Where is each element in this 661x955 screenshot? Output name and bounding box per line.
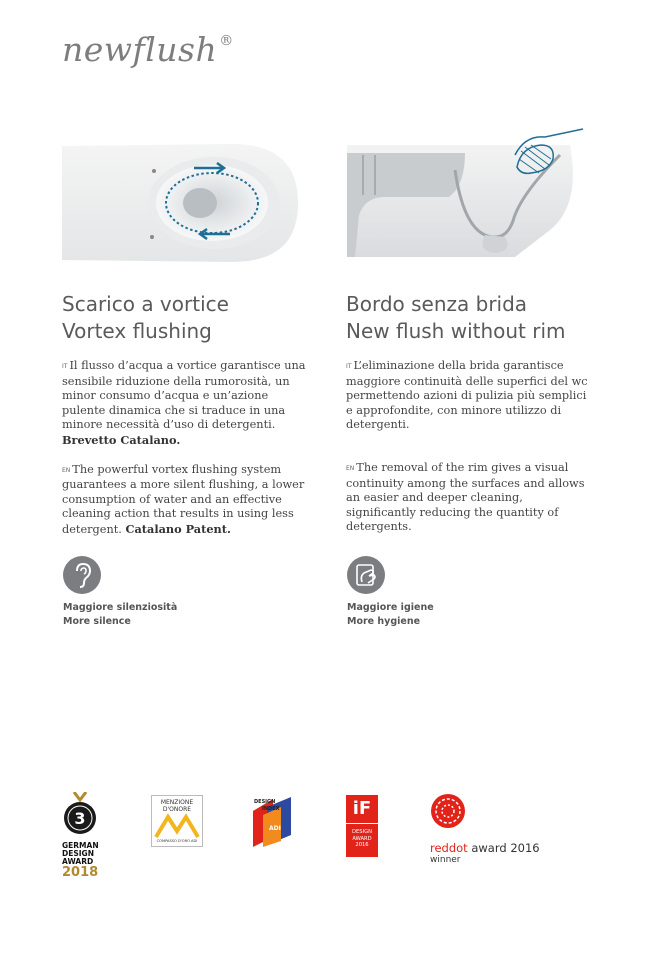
left-heading-en: Vortex flushing — [62, 319, 212, 343]
german-design-award — [62, 792, 102, 880]
left-paragraph-it — [62, 359, 310, 449]
right-column — [346, 291, 606, 535]
adi-index-top: DESIGN — [254, 799, 276, 805]
hand-wiping-icon — [347, 556, 385, 594]
reddot-award — [430, 793, 550, 865]
right-text-en: The removal of the rim gives a visual continuity among the surfaces and allows an easier and deeper cleaning, significantly reducing the quantity of detergents. — [346, 460, 585, 534]
german-award-line3: AWARD — [62, 857, 94, 866]
if-year: 2016 — [355, 842, 369, 848]
lang-tag-en: EN — [62, 466, 71, 474]
brand-logo — [62, 30, 234, 69]
right-paragraph-it — [346, 359, 594, 433]
ear-icon — [63, 556, 101, 594]
adi-design-index — [253, 797, 291, 847]
adi-index-mid: INDEX — [262, 806, 280, 812]
toilet-section-image — [345, 125, 585, 260]
left-heading — [62, 291, 322, 345]
compasso-icon — [152, 813, 202, 839]
if-logo: iF — [346, 795, 378, 824]
left-text-en: The powerful vortex flushing system guarantees a more silent flushing, a lower consumption of water and an effective cleaning action that results in using less detergent. — [62, 462, 305, 536]
adi-line1: MENZIONE — [160, 799, 194, 806]
if-line2: AWARD — [352, 835, 372, 842]
lang-tag-it: IT — [62, 363, 68, 370]
right-feature-en: More hygiene — [347, 616, 421, 627]
right-heading-it: Bordo senza brida — [346, 292, 528, 316]
right-feature-it: Maggiore igiene — [347, 602, 434, 613]
adi-index-label: ADI — [269, 825, 281, 832]
adi-line2: D'ONORE — [162, 806, 192, 813]
reddot-award-year: award 2016 — [471, 841, 540, 855]
left-feature-en: More silence — [63, 616, 131, 627]
left-patent-en: Catalano Patent. — [125, 521, 231, 536]
reddot-logo-icon — [430, 793, 466, 829]
lang-tag-en: EN — [346, 464, 355, 472]
adi-footer: COMPASSO D'ORO ADI — [156, 839, 198, 843]
left-text-it: Il flusso d’acqua a vortice garantisce una sensibile riduzione della rumorosità, un minor consumo d’acqua e un’azione pulente dinamica che si traduce in una minore necessità d’uso di detergenti. — [62, 359, 306, 432]
german-award-medal-icon — [62, 792, 98, 838]
lang-tag-it: IT — [346, 363, 352, 370]
brand-name: newflush — [62, 30, 218, 69]
left-heading-it: Scarico a vortice — [62, 292, 229, 316]
left-patent-it: Brevetto Catalano. — [62, 432, 181, 447]
left-column — [62, 291, 322, 538]
right-text-it: L’eliminazione della brida garantisce maggiore continuità delle superfici del wc permettendo azioni di pulizia più semplici e approfondite, con minore utilizzo di detergenti. — [346, 359, 588, 432]
reddot-winner: winner — [430, 855, 461, 865]
if-line1: DESIGN — [352, 829, 372, 835]
left-feature-it: Maggiore silenziosità — [63, 602, 178, 613]
right-heading-en: New flush without rim — [346, 319, 566, 343]
german-award-line2: DESIGN — [62, 849, 94, 858]
registered-mark: ® — [219, 33, 234, 49]
right-paragraph-en — [346, 461, 596, 535]
adi-honorable-mention — [151, 795, 203, 847]
svg-text:3: 3 — [74, 809, 86, 828]
right-feature-label — [347, 601, 434, 629]
left-paragraph-en — [62, 463, 312, 538]
toilet-top-view-image — [62, 140, 302, 266]
if-design-award — [346, 795, 378, 857]
reddot-brand: reddot — [430, 841, 468, 855]
german-award-line1: GERMAN — [62, 841, 99, 850]
left-feature-label — [63, 601, 177, 629]
german-award-year: 2018 — [62, 865, 99, 880]
right-heading — [346, 291, 606, 345]
